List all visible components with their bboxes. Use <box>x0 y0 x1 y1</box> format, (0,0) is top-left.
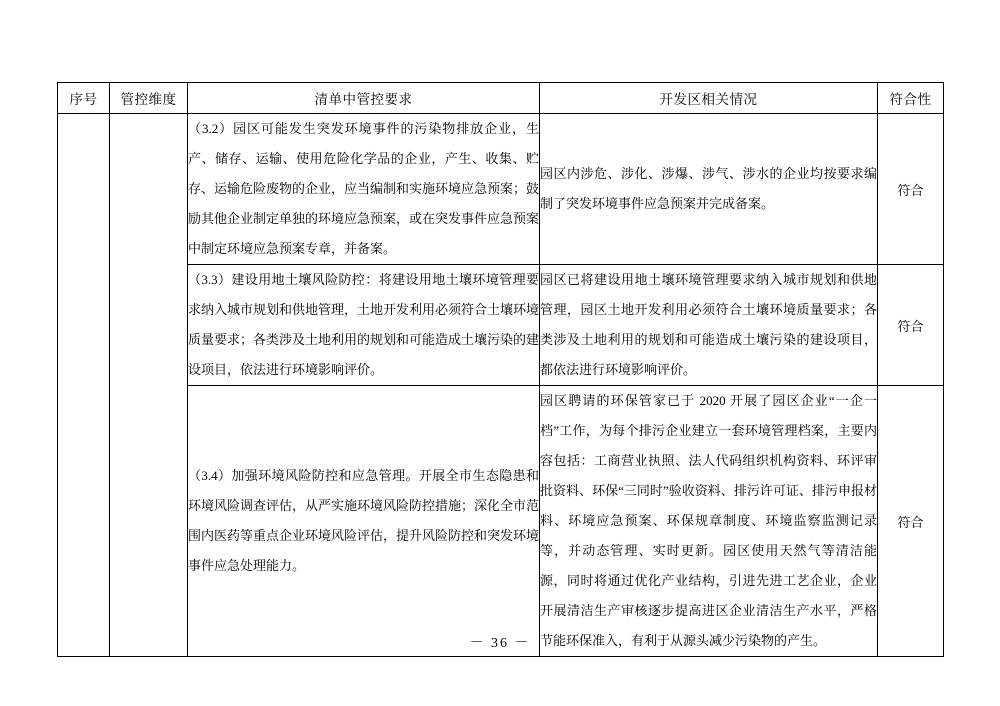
cell-requirement: （3.3）建设用地土壤风险防控：将建设用地土壤环境管理要求纳入城市规划和供地管理，土地开发利用必须符合土壤环境质量要求；各类涉及土地利用的规划和可能造成土壤污染的建设项目，依法进行环境影响评价。 <box>188 265 540 386</box>
table-body <box>58 114 944 657</box>
cell-sequence <box>58 114 110 657</box>
cell-requirement: （3.2）园区可能发生突发环境事件的污染物排放企业，生产、储存、运输、使用危险化学品的企业，产生、收集、贮存、运输危险废物的企业，应当编制和实施环境应急预案；鼓励其他企业制定单独的环境应急预案，或在突发事件应急预案中制定环境应急预案专章，并备案。 <box>188 114 540 265</box>
column-header-sequence: 序号 <box>58 83 110 114</box>
table-row <box>58 114 944 265</box>
cell-conformity: 符合 <box>878 265 944 386</box>
table-header <box>58 83 944 114</box>
compliance-table-container <box>57 82 943 657</box>
cell-requirement: （3.4）加强环境风险防控和应急管理。开展全市生态隐患和环境风险调查评估，从严实施环境风险防控措施；深化全市范围内医药等重点企业环境风险评估，提升风险防控和突发环境事件应急处理能力。 <box>188 386 540 657</box>
table-header-row <box>58 83 944 114</box>
cell-conformity: 符合 <box>878 386 944 657</box>
table-row <box>58 265 944 386</box>
page-number: － 36 － <box>469 636 531 651</box>
cell-situation: 园区已将建设用地土壤环境管理要求纳入城市规划和供地管理，园区土地开发利用必须符合土壤环境质量要求；各类涉及土地利用的规划和可能造成土壤污染的建设项目，都依法进行环境影响评价。 <box>540 265 878 386</box>
cell-situation: 园区聘请的环保管家已于 2020 开展了园区企业“一企一档”工作，为每个排污企业建立一套环境管理档案，主要内容包括：工商营业执照、法人代码组织机构资料、环评审批资料、环保“三同时”验收资料、排污许可证、排污申报材料、环境应急预案、环保规章制度、环境监察监测记录等，并动态管理、实时更新。园区使用天然气等清洁能源，同时将通过优化产业结构，引进先进工艺企业，企业开展清洁生产审核逐步提高进区企业清洁生产水平，严格节能环保准入，有利于从源头减少污染物的产生。 <box>540 386 878 657</box>
column-header-dimension: 管控维度 <box>110 83 188 114</box>
table-row <box>58 386 944 657</box>
column-header-situation: 开发区相关情况 <box>540 83 878 114</box>
column-header-conformity: 符合性 <box>878 83 944 114</box>
cell-situation: 园区内涉危、涉化、涉爆、涉气、涉水的企业均按要求编制了突发环境事件应急预案并完成备案。 <box>540 114 878 265</box>
compliance-table <box>57 82 944 657</box>
cell-conformity: 符合 <box>878 114 944 265</box>
cell-dimension <box>110 114 188 657</box>
column-header-requirement: 清单中管控要求 <box>188 83 540 114</box>
